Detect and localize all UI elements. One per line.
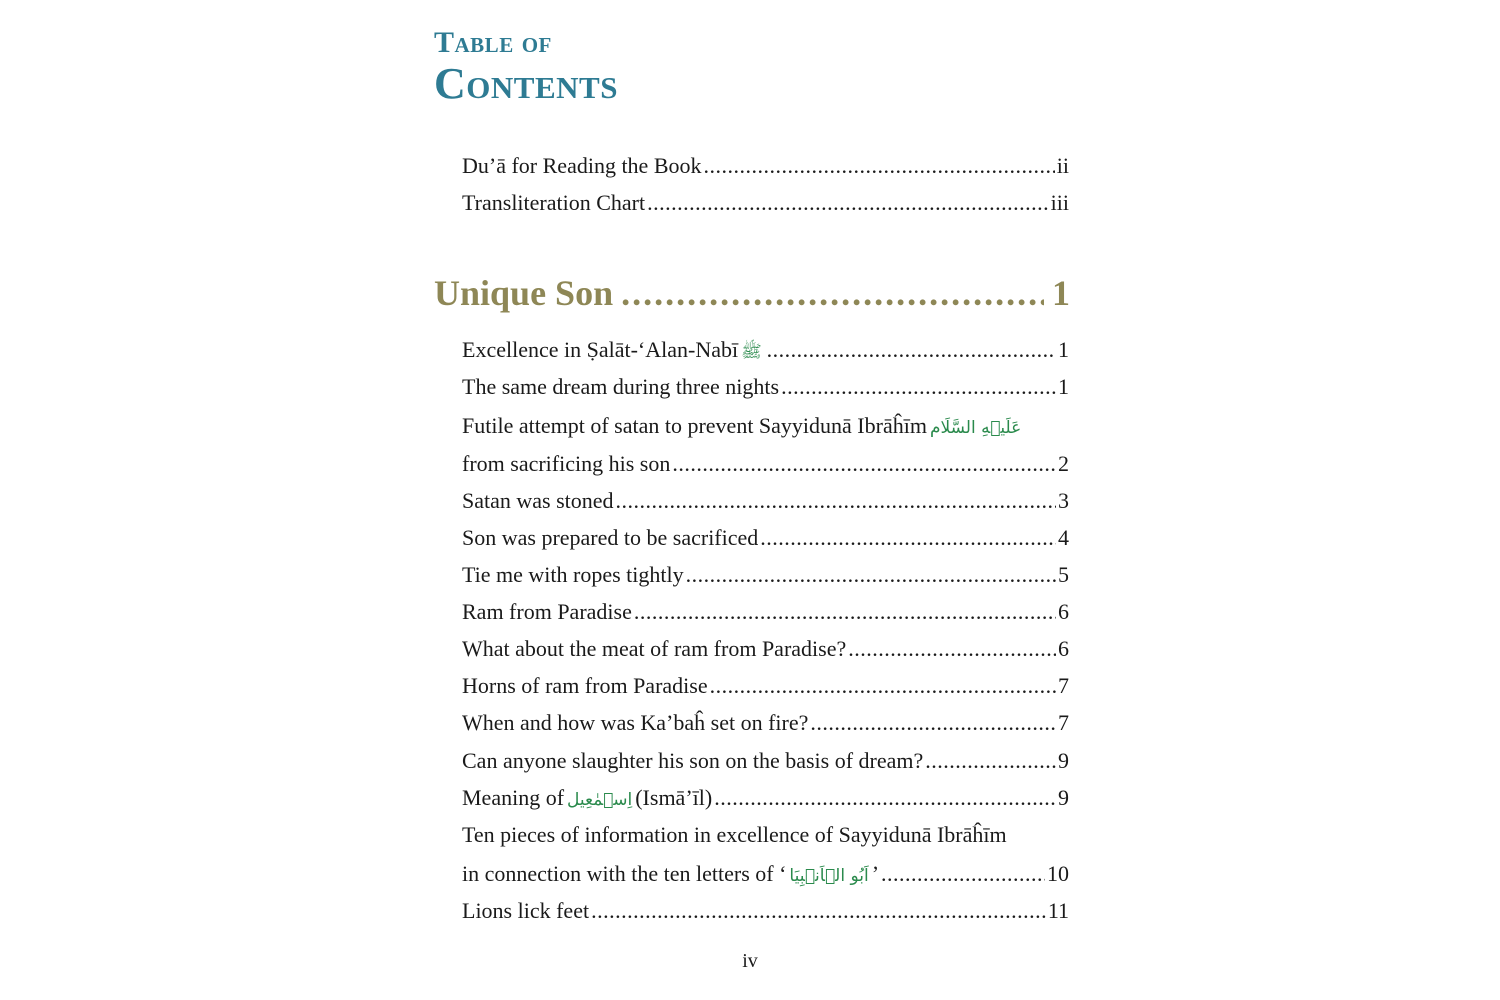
toc-entry-page: 4 — [1058, 525, 1069, 550]
toc-entry-page: 6 — [1058, 599, 1069, 624]
toc-entry[interactable] — [462, 562, 1069, 588]
toc-entry[interactable] — [462, 785, 1069, 811]
toc-entry-title: Ram from Paradise — [462, 599, 632, 624]
toc-entry-title: Lions lick feet — [462, 898, 590, 923]
dot-leader — [634, 599, 1056, 625]
arabic-abul-anbiya: اَبُو الۡاَنۡبِيَا — [789, 866, 869, 886]
dot-leader — [616, 488, 1056, 514]
toc-entry[interactable] — [462, 599, 1069, 625]
arabic-ismail: اِسۡمٰعِيل — [567, 790, 633, 810]
toc-entry-page: iii — [1050, 190, 1069, 215]
toc-entry-continued[interactable] — [462, 413, 1069, 439]
dot-leader — [760, 525, 1056, 551]
toc-entry-page: 3 — [1058, 488, 1069, 513]
toc-entry-title: Son was prepared to be sacrificed — [462, 525, 759, 550]
page-title-line1: Table of — [434, 26, 552, 59]
arabic-honorific: عَلَيۡهِ السَّلَام — [929, 418, 1022, 438]
toc-entry[interactable] — [462, 636, 1069, 662]
dot-leader — [848, 636, 1056, 662]
toc-entry[interactable] — [462, 525, 1069, 551]
toc-entry[interactable] — [462, 337, 1069, 363]
chapter-title: Unique Son — [434, 273, 614, 313]
dot-leader — [714, 785, 1056, 811]
dot-leader — [704, 153, 1055, 179]
page-title-line2: Contents — [434, 59, 618, 108]
dot-leader — [781, 374, 1056, 400]
toc-entry-title: Futile attempt of satan to prevent Sayyidunā Ibrāĥīm عَلَيۡهِ السَّلَام — [462, 413, 1022, 438]
toc-entry-page: 7 — [1058, 673, 1069, 698]
toc-entry-title: Excellence in Ṣalāt-‘Alan-Nabī ﷺ — [462, 337, 762, 362]
toc-entry-title: What about the meat of ram from Paradise? — [462, 636, 847, 661]
toc-entry-page: ii — [1056, 153, 1069, 178]
toc-entry[interactable] — [462, 673, 1069, 699]
toc-entry[interactable] — [462, 488, 1069, 514]
dot-leader — [686, 562, 1056, 588]
toc-entry-title: The same dream during three nights — [462, 374, 780, 399]
toc-entry-page: 1 — [1058, 337, 1069, 362]
dot-leader — [710, 673, 1056, 699]
toc-entry-continued[interactable] — [462, 822, 1069, 848]
salawat-glyph: ﷺ — [741, 342, 762, 362]
toc-entry-title: Horns of ram from Paradise — [462, 673, 708, 698]
dot-leader — [647, 190, 1049, 216]
toc-entry-page: 1 — [1058, 374, 1069, 399]
toc-entry-transliteration[interactable] — [462, 190, 1069, 216]
toc-entry-page: 6 — [1058, 636, 1069, 661]
toc-entry-page: 9 — [1058, 785, 1069, 810]
toc-entry-title: When and how was Ka’baĥ set on fire? — [462, 710, 809, 735]
toc-entry-page: 10 — [1047, 861, 1069, 886]
toc-entry[interactable] — [462, 374, 1069, 400]
dot-leader — [591, 898, 1046, 924]
toc-entry-title: in connection with the ten letters of ‘ اَبُو الۡاَنۡبِيَا ’ — [462, 861, 880, 886]
toc-entry-title: Du’ā for Reading the Book — [462, 153, 702, 178]
toc-entry-title: Ten pieces of information in excellence of Sayyidunā Ibrāĥīm — [462, 822, 1007, 847]
toc-entry[interactable] — [462, 748, 1069, 774]
toc-entry[interactable] — [462, 861, 1069, 887]
dot-leader — [881, 861, 1045, 887]
toc-entry[interactable] — [462, 710, 1069, 736]
toc-entry-page: 2 — [1058, 451, 1069, 476]
toc-entry-title: Meaning of اِسۡمٰعِيل (Ismā’īl) — [462, 785, 713, 810]
toc-entry-page: 5 — [1058, 562, 1069, 587]
toc-entry-page: 7 — [1058, 710, 1069, 735]
toc-entry-dua[interactable] — [462, 153, 1069, 179]
dot-leader — [621, 272, 1044, 315]
toc-entry[interactable] — [462, 451, 1069, 477]
toc-entry-title: Satan was stoned — [462, 488, 614, 513]
footer-page-number: iv — [742, 950, 758, 972]
toc-entry[interactable] — [462, 898, 1069, 924]
dot-leader — [672, 451, 1056, 477]
toc-entry-title: from sacrificing his son — [462, 451, 671, 476]
dot-leader — [767, 337, 1056, 363]
toc-entry-page: 11 — [1047, 898, 1069, 923]
toc-entry-title: Tie me with ropes tightly — [462, 562, 684, 587]
toc-entry-title: Transliteration Chart — [462, 190, 646, 215]
toc-entry-page: 9 — [1058, 748, 1069, 773]
dot-leader — [810, 710, 1056, 736]
chapter-page: 1 — [1052, 273, 1070, 313]
toc-entry-title: Can anyone slaughter his son on the basis of dream? — [462, 748, 924, 773]
dot-leader — [925, 748, 1056, 774]
chapter-heading[interactable] — [434, 272, 1070, 315]
page-title — [434, 28, 618, 106]
